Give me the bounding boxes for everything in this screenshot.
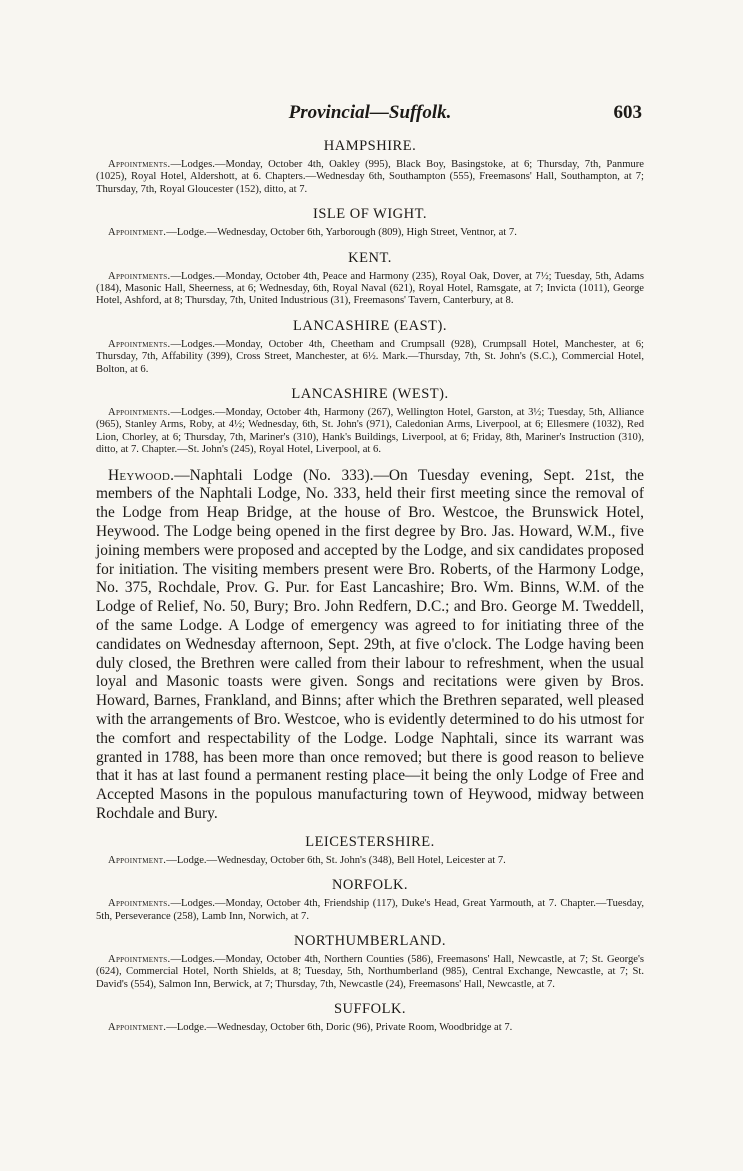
notice-text: —Lodges.—Monday, October 4th, Oakley (995), Black Boy, Basingstoke, at 6; Thursday, 7th, Panmure (1025), Royal Hotel, Aldershott, at 6. Chapters.—Wednesday 6th, Southampton (555), Freemasons' Hall, Southampton, at 7; Thursday, 7th, Royal Gloucester (152), ditto, at 7. — [96, 159, 644, 195]
notice-label: Appointments. — [108, 270, 171, 282]
notice-label: Appointment. — [108, 854, 167, 866]
section-notice — [96, 339, 644, 376]
section-notice — [96, 271, 644, 308]
section-isle-of-wight — [96, 206, 644, 239]
notice-text: —Lodges.—Monday, October 4th, Harmony (267), Wellington Hotel, Garston, at 3½; Tuesday, 5th, Alliance (965), Stanley Arms, Roby, at 4½; Wednesday, 6th, St. John's (971), Caledonian Arms, Liverpool, at 6; Ellesmere (1032), Red Lion, Chorley, at 6; Thursday, 7th, Mariner's (310), Hank's Buildings, Liverpool, at 6; Friday, 8th, Mariner's Instruction (310), ditto, at 7. Chapter.—St. John's (245), Royal Hotel, Liverpool, at 6. — [96, 407, 644, 456]
section-notice — [96, 159, 644, 196]
section-leicestershire — [96, 834, 644, 867]
notice-text: —Lodges.—Monday, October 4th, Friendship (117), Duke's Head, Great Yarmouth, at 7. Chapter.—Tuesday, 5th, Perseverance (258), Lamb Inn, Norwich, at 7. — [96, 898, 644, 922]
notice-label: Appointment. — [108, 1022, 167, 1034]
section-notice — [96, 898, 644, 923]
section-lancashire-west — [96, 386, 644, 457]
running-title: Provincial—Suffolk. — [288, 102, 452, 123]
running-head — [96, 98, 644, 128]
section-notice — [96, 407, 644, 457]
notice-label: Appointments. — [108, 159, 171, 170]
section-suffolk — [96, 1001, 644, 1034]
heywood-report — [96, 467, 644, 824]
report-label: Heywood. — [108, 466, 175, 484]
section-heading: NORFOLK. — [331, 877, 409, 894]
notice-text: —Lodge.—Wednesday, October 6th, Yarborough (809), High Street, Ventnor, at 7. — [166, 227, 517, 239]
notice-text: —Lodges.—Monday, October 4th, Northern Counties (586), Freemasons' Hall, Newcastle, at 7; St. George's (624), Commercial Hotel, North Shields, at 8; Tuesday, 5th, Northumberland (985), Central Exchange, Newcastle, at 7; St. David's (554), Salmon Inn, Berwick, at 7; Thursday, 7th, Newcastle (24), Freemasons' Hall, Newcastle, at 7. — [96, 954, 644, 990]
section-notice — [96, 954, 644, 991]
notice-label: Appointments. — [108, 407, 171, 419]
notice-label: Appointments. — [108, 898, 171, 910]
section-heading: LANCASHIRE (WEST). — [291, 386, 449, 403]
section-kent — [96, 250, 644, 308]
section-notice — [96, 1022, 644, 1034]
section-heading: KENT. — [348, 249, 392, 266]
notice-text: —Lodges.—Monday, October 4th, Cheetham and Crumpsall (928), Crumpsall Hotel, Manchester, at 6; Thursday, 7th, Affability (399), Cross Street, Manchester, at 6½. Mark.—Thursday, 7th, St. John's (S.C.), Commercial Hotel, Bolton, at 6. — [96, 338, 644, 375]
notice-text: —Lodge.—Wednesday, October 6th, Doric (96), Private Room, Woodbridge at 7. — [166, 1022, 513, 1034]
page-number: 603 — [613, 102, 642, 123]
section-notice — [96, 855, 644, 867]
notice-label: Appointments. — [108, 338, 171, 350]
notice-label: Appointments. — [108, 954, 171, 966]
notice-text: —Lodge.—Wednesday, October 6th, St. John's (348), Bell Hotel, Leicester at 7. — [166, 854, 506, 866]
section-heading: ISLE OF WIGHT. — [313, 206, 427, 223]
report-text: —Naphtali Lodge (No. 333).—On Tuesday evening, Sept. 21st, the members of the Naphtali Lodge, No. 333, held their first meeting since the removal of the Lodge from Heap Bridge, at the house of Bro. Westcoe, the Brunswick Hotel, Heywood. The Lodge being opened in the first degree by Bro. Jas. Howard, W.M., five joining members were proposed and accepted by the Lodge, and six candidates proposed for initiation. The visiting members present were Bro. Roberts, of the Harmony Lodge, No. 375, Rochdale, Prov. G. Pur. for East Lancashire; Bro. Wm. Binns, W.M. of the Lodge of Relief, No. 50, Bury; Bro. John Redfern, D.C.; and Bro. George M. Tweddell, of the same Lodge. A Lodge of emergency was agreed to for initiating three of the candidates on Wednesday afternoon, Sept. 29th, at five o'clock. The Lodge having been duly closed, the Brethren were called from their labour to refreshment, when the usual loyal and Masonic toasts were given. Songs and recitations were given by Bros. Howard, Barnes, Frankland, and Binns; after which the Brethren separated, well pleased with the arrangements of Bro. Westcoe, who is evidently determined to do his utmost for the comfort and respectability of the Lodge. Lodge Naphtali, since its warrant was granted in 1788, has been more than once removed; but there is good reason to believe that it has at last found a permanent resting place—it being the only Lodge of Free and Accepted Masons in the populous manufacturing town of Heywood, midway between Rochdale and Bury. — [96, 466, 644, 823]
section-heading: LEICESTERSHIRE. — [305, 833, 435, 850]
section-northumberland — [96, 933, 644, 991]
section-lancashire-east — [96, 318, 644, 376]
section-norfolk — [96, 877, 644, 923]
section-heading: SUFFOLK. — [333, 1001, 407, 1018]
page — [96, 98, 644, 1035]
section-heading: LANCASHIRE (EAST). — [293, 317, 447, 334]
section-notice — [96, 227, 644, 239]
section-hampshire — [96, 138, 644, 196]
notice-label: Appointment. — [108, 227, 167, 239]
section-heading: HAMPSHIRE. — [323, 138, 417, 154]
notice-text: —Lodges.—Monday, October 4th, Peace and Harmony (235), Royal Oak, Dover, at 7½; Tuesday, 5th, Adams (184), Masonic Hall, Sheerness, at 6; Wednesday, 6th, Royal Naval (621), Royal Hotel, Ramsgate, at 7; Invicta (1011), George Hotel, Ashford, at 8; Thursday, 7th, United Industrious (31), Freemasons' Tavern, Canterbury, at 8. — [96, 270, 644, 307]
section-heading: NORTHUMBERLAND. — [293, 933, 447, 950]
